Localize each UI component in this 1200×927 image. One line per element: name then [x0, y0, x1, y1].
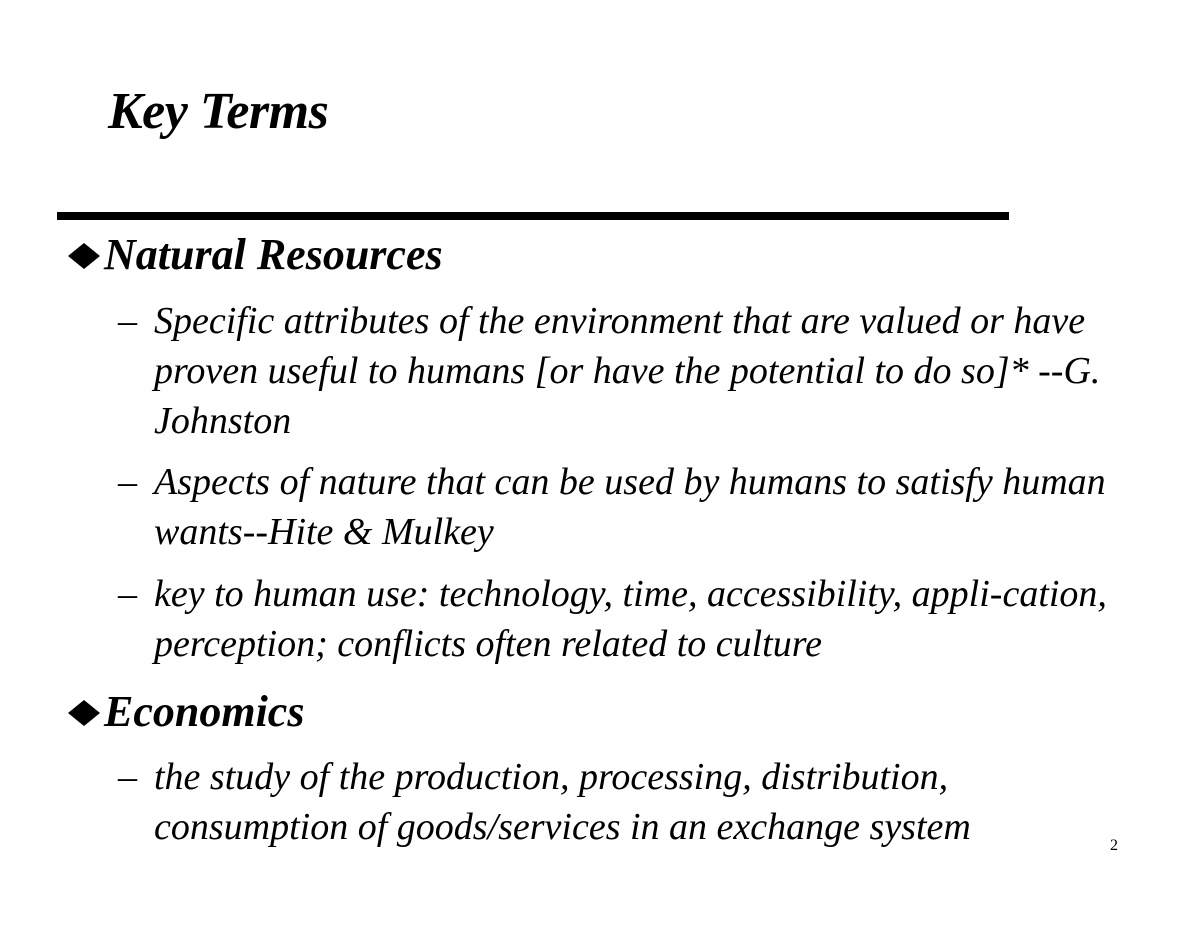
slide-title: Key Terms	[108, 83, 329, 140]
list-item-text: Aspects of nature that can be used by humans to satisfy human wants--Hite & Mulkey	[154, 461, 1106, 553]
dash-marker: –	[118, 461, 137, 503]
list-item	[118, 752, 1148, 852]
section-heading-text: Natural Resources	[104, 230, 443, 279]
list-item	[118, 569, 1148, 669]
dash-marker: –	[118, 300, 137, 342]
title-divider	[57, 212, 1009, 220]
section-heading-economics	[68, 685, 304, 739]
list-item-text: Specific attributes of the environment that are valued or have proven useful to humans [or have the potential to do so]* --G. Johnston	[154, 300, 1101, 442]
dash-marker: –	[118, 573, 137, 615]
list-item-text: key to human use: technology, time, accessibility, appli-cation, perception; conflicts often related to culture	[154, 573, 1107, 665]
diamond-bullet-icon	[68, 685, 104, 739]
list-item-text: the study of the production, processing, distribution, consumption of goods/services in an exchange system	[154, 756, 971, 848]
section-heading-natural-resources	[68, 228, 443, 282]
list-item	[118, 296, 1148, 446]
section-heading-text: Economics	[104, 687, 305, 736]
page-number: 2	[1110, 837, 1118, 854]
list-item	[118, 457, 1148, 557]
dash-marker: –	[118, 756, 137, 798]
diamond-bullet-icon	[68, 228, 104, 282]
